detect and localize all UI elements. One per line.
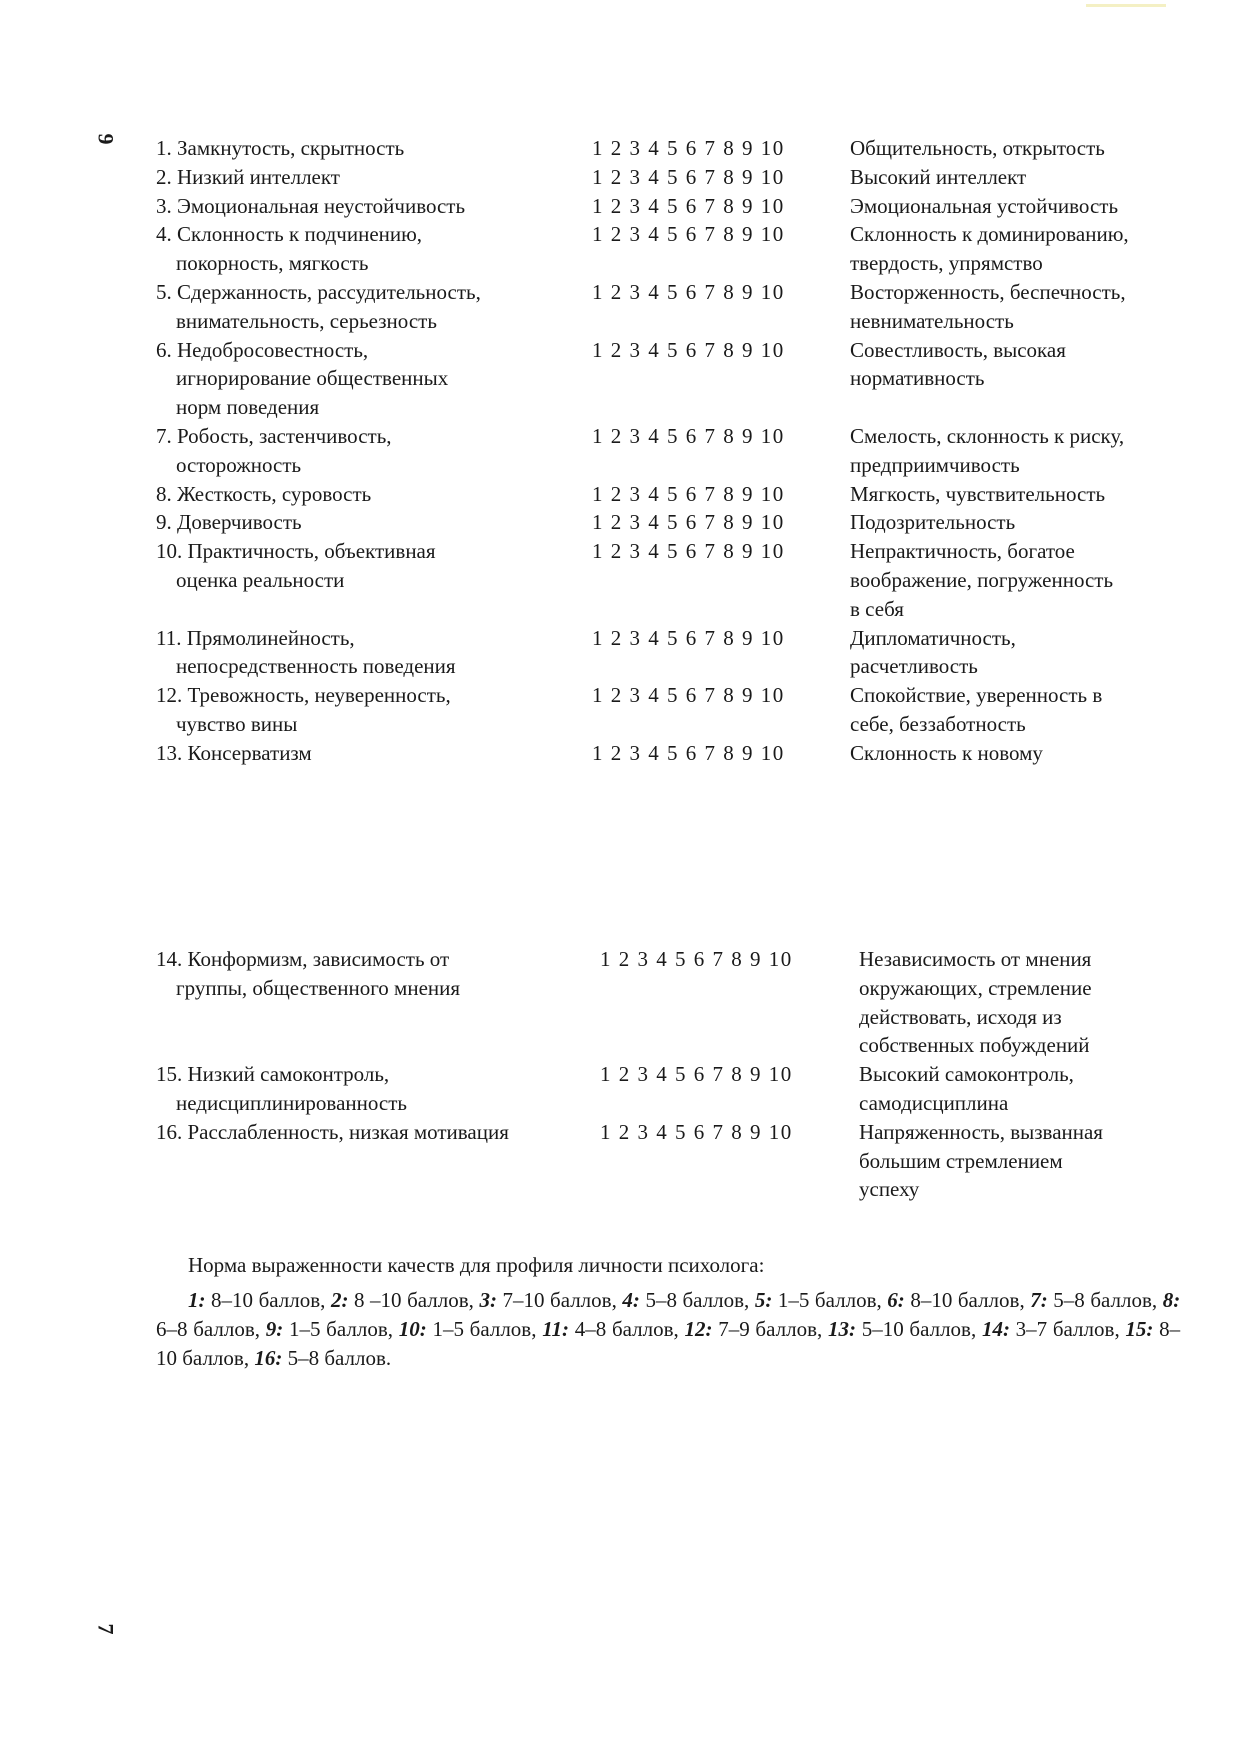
trait-high-text: успеху [859,1177,920,1202]
rating-scale: 1 2 3 4 5 6 7 8 9 10 [592,539,785,564]
trait-low-text: осторожность [176,452,302,477]
trait-high-pole [850,336,1066,394]
trait-high-text: предприимчивость [850,452,1020,477]
norm-value: 5–8 баллов [645,1288,745,1312]
trait-high-text: невнимательность [850,308,1014,333]
norm-value: 6–8 баллов [156,1317,255,1341]
norms-section [156,1251,1180,1373]
trait-low-text: 12. Тревожность, неуверенность, [156,683,451,708]
trait-number: 16. [156,1119,183,1144]
norm-value: 4–8 баллов [574,1317,674,1341]
trait-low-text: 1. Замкнутость, скрытность [156,136,405,160]
trait-number: 10. [156,539,183,564]
rating-scale: 1 2 3 4 5 6 7 8 9 10 [592,740,785,765]
page-number-top: 9 [93,133,119,145]
trait-high-text: Совестливость, высокая [850,337,1066,362]
rating-scale: 1 2 3 4 5 6 7 8 9 10 [592,222,785,247]
trait-low-text: недисциплинированность [176,1090,407,1115]
trait-low-pole [156,1060,407,1118]
trait-number: 2. [156,164,172,189]
trait-low-text: 8. Жесткость, суровость [156,481,372,506]
rating-scale: 1 2 3 4 5 6 7 8 9 10 [592,424,785,448]
norm-key: 5: [754,1288,773,1312]
trait-number: 14. [156,947,183,971]
trait-low-text: непосредственность поведения [176,654,456,679]
trait-high-text: Дипломатичность, [850,625,1016,650]
trait-high-text: Непрактичность, богатое [850,539,1075,564]
norm-key: 16: [254,1346,283,1370]
trait-high-pole [850,624,1016,682]
trait-low-pole [156,624,456,682]
trait-high-text: Склонность к новому [850,740,1043,765]
trait-low-pole [156,163,340,192]
trait-low-pole [156,134,404,163]
rating-scale: 1 2 3 4 5 6 7 8 9 10 [600,947,793,971]
trait-number: 4. [156,222,172,247]
norm-key: 9: [265,1317,284,1341]
trait-high-pole [859,945,1092,1060]
trait-low-pole [156,945,460,1003]
trait-high-pole [850,537,1113,623]
norm-key: 3: [479,1288,497,1312]
trait-low-pole [156,739,312,768]
trait-number: 12. [156,683,183,708]
trait-high-text: самодисциплина [859,1090,1009,1115]
trait-low-pole [156,508,302,537]
trait-number: 15. [156,1062,183,1087]
trait-high-text: окружающих, стремление [859,975,1092,1000]
trait-low-text: 6. Недобросовестность, [156,337,369,362]
norm-key: 6: [887,1288,905,1312]
trait-low-text: 15. Низкий самоконтроль, [156,1062,390,1087]
trait-number: 13. [156,740,183,765]
trait-low-pole [156,192,465,221]
trait-low-pole [156,422,392,480]
norm-key: 15: [1125,1317,1154,1341]
trait-high-text: Спокойствие, уверенность в [850,683,1103,708]
rating-scale: 1 2 3 4 5 6 7 8 9 10 [592,481,785,506]
norm-key: 8: [1162,1288,1181,1312]
norm-key: 12: [684,1317,713,1341]
trait-number: 3. [156,193,172,218]
trait-low-text: игнорирование общественных [176,366,449,391]
trait-number: 1. [156,136,172,160]
rating-scale: 1 2 3 4 5 6 7 8 9 10 [592,136,785,160]
rating-scale: 1 2 3 4 5 6 7 8 9 10 [592,625,785,650]
trait-high-text: расчетливость [850,654,978,679]
norm-value: 7–10 баллов [502,1288,612,1312]
norm-value: 8–10 баллов [910,1288,1020,1312]
trait-high-text: Высокий самоконтроль, [859,1062,1074,1087]
trait-high-text: Мягкость, чувствительность [850,481,1106,506]
trait-low-pole [156,537,436,595]
trait-high-text: большим стремлением [859,1148,1063,1173]
trait-high-pole [850,134,1105,163]
trait-low-text: 11. Прямолинейность, [156,625,355,650]
norm-key: 11: [542,1317,570,1341]
norm-key: 7: [1030,1288,1048,1312]
trait-high-text: нормативность [850,366,985,391]
trait-high-pole [850,422,1124,480]
norm-key: 1: [188,1288,206,1312]
norms-title: Норма выраженности качеств для профиля личности психолога: [188,1253,765,1277]
norm-key: 10: [398,1317,427,1341]
trait-high-pole [850,508,1015,537]
trait-low-text: 9. Доверчивость [156,510,302,535]
trait-high-pole [850,220,1129,278]
trait-high-text: Независимость от мнения [859,947,1092,971]
trait-low-text: 2. Низкий интеллект [156,164,340,189]
trait-low-text: 7. Робость, застенчивость, [156,424,392,448]
norm-value: 5–10 баллов [861,1317,971,1341]
trait-high-text: Напряженность, вызванная [859,1119,1103,1144]
trait-number: 6. [156,337,172,362]
norm-value: 1–5 баллов [432,1317,532,1341]
trait-high-pole [850,681,1102,739]
decorative-mark [1086,4,1166,7]
trait-low-text: оценка реальности [176,567,345,592]
trait-number: 8. [156,481,172,506]
rating-scale: 1 2 3 4 5 6 7 8 9 10 [592,193,785,218]
trait-low-text: 4. Склонность к подчинению, [156,222,423,247]
trait-high-pole [850,163,1026,192]
norm-value: 1–5 баллов [288,1317,388,1341]
norm-value: 5–8 баллов [287,1346,386,1370]
trait-low-pole [156,681,451,739]
trait-high-pole [859,1118,1103,1204]
norm-key: 14: [981,1317,1010,1341]
trait-low-text: 5. Сдержанность, рассудительность, [156,280,481,304]
trait-high-text: твердость, упрямство [850,251,1043,276]
trait-high-pole [850,739,1043,768]
page-number-bottom: 7 [93,1623,119,1635]
norm-value: 8–10 баллов [156,1317,1181,1370]
norm-value: 3–7 баллов [1015,1317,1115,1341]
trait-number: 11. [156,625,182,650]
rating-scale: 1 2 3 4 5 6 7 8 9 10 [592,683,785,708]
trait-high-text: Смелость, склонность к риску, [850,424,1125,448]
trait-low-text: группы, общественного мнения [176,975,461,1000]
trait-high-text: Общительность, открытость [850,136,1105,160]
norm-value: 8–10 баллов [211,1288,321,1312]
trait-low-text: чувство вины [176,711,298,736]
trait-low-pole [156,480,371,509]
rating-scale: 1 2 3 4 5 6 7 8 9 10 [592,337,785,362]
trait-number: 9. [156,510,172,535]
trait-low-pole [156,1118,509,1147]
trait-high-text: собственных побуждений [859,1033,1090,1058]
trait-high-text: действовать, исходя из [859,1004,1062,1029]
norm-key: 4: [622,1288,640,1312]
norm-value: 7–9 баллов [718,1317,817,1341]
norm-key: 2: [330,1288,349,1312]
norm-value: 8 –10 баллов [354,1288,469,1312]
norm-value: 5–8 баллов [1053,1288,1152,1312]
trait-high-text: Эмоциональная устойчивость [850,193,1119,218]
rating-scale: 1 2 3 4 5 6 7 8 9 10 [600,1062,793,1087]
trait-low-text: 16. Расслабленность, низкая мотивация [156,1119,509,1144]
trait-low-pole [156,336,448,422]
trait-high-text: Подозрительность [850,510,1016,535]
trait-low-text: норм поведения [176,395,320,420]
trait-high-text: Восторженность, беспечность, [850,280,1126,304]
norms-text: 1: 8–10 баллов, 2: 8 –10 баллов, 3: 7–10 баллов, 4: 5–8 баллов, 5: 1–5 баллов, 6: 8–10 баллов, 7: 5–8 баллов, 8: 6–8 баллов, 9: 1–5 баллов, 10: 1–5 баллов, 11: 4–8 баллов, 12: 7–9 баллов, 13: 5–10 баллов, 14: 3–7 баллов, 15: 8–10 баллов, 16: 5–8 баллов. [156,1288,1181,1370]
trait-low-pole [156,278,481,336]
trait-low-text: 13. Консерватизм [156,740,312,765]
rating-scale: 1 2 3 4 5 6 7 8 9 10 [592,164,785,189]
trait-number: 7. [156,424,172,448]
norm-value: 1–5 баллов [777,1288,877,1312]
trait-low-text: внимательность, серьезность [176,308,437,333]
trait-high-text: в себя [850,596,904,621]
trait-high-text: Склонность к доминированию, [850,222,1129,247]
norm-key: 13: [827,1317,856,1341]
trait-high-text: воображение, погруженность [850,567,1114,592]
trait-high-text: Высокий интеллект [850,164,1027,189]
trait-high-pole [850,278,1126,336]
trait-high-pole [850,192,1118,221]
rating-scale: 1 2 3 4 5 6 7 8 9 10 [592,510,785,535]
rating-scale: 1 2 3 4 5 6 7 8 9 10 [600,1119,793,1144]
trait-high-text: себе, беззаботность [850,711,1026,736]
trait-low-text: 3. Эмоциональная неустойчивость [156,193,466,218]
trait-high-pole [850,480,1105,509]
trait-high-pole [859,1060,1074,1118]
trait-low-text: 14. Конформизм, зависимость от [156,947,450,971]
trait-low-text: 10. Практичность, объективная [156,539,436,564]
trait-low-text: покорность, мягкость [176,251,369,276]
trait-number: 5. [156,280,172,304]
trait-low-pole [156,220,422,278]
rating-scale: 1 2 3 4 5 6 7 8 9 10 [592,280,785,304]
